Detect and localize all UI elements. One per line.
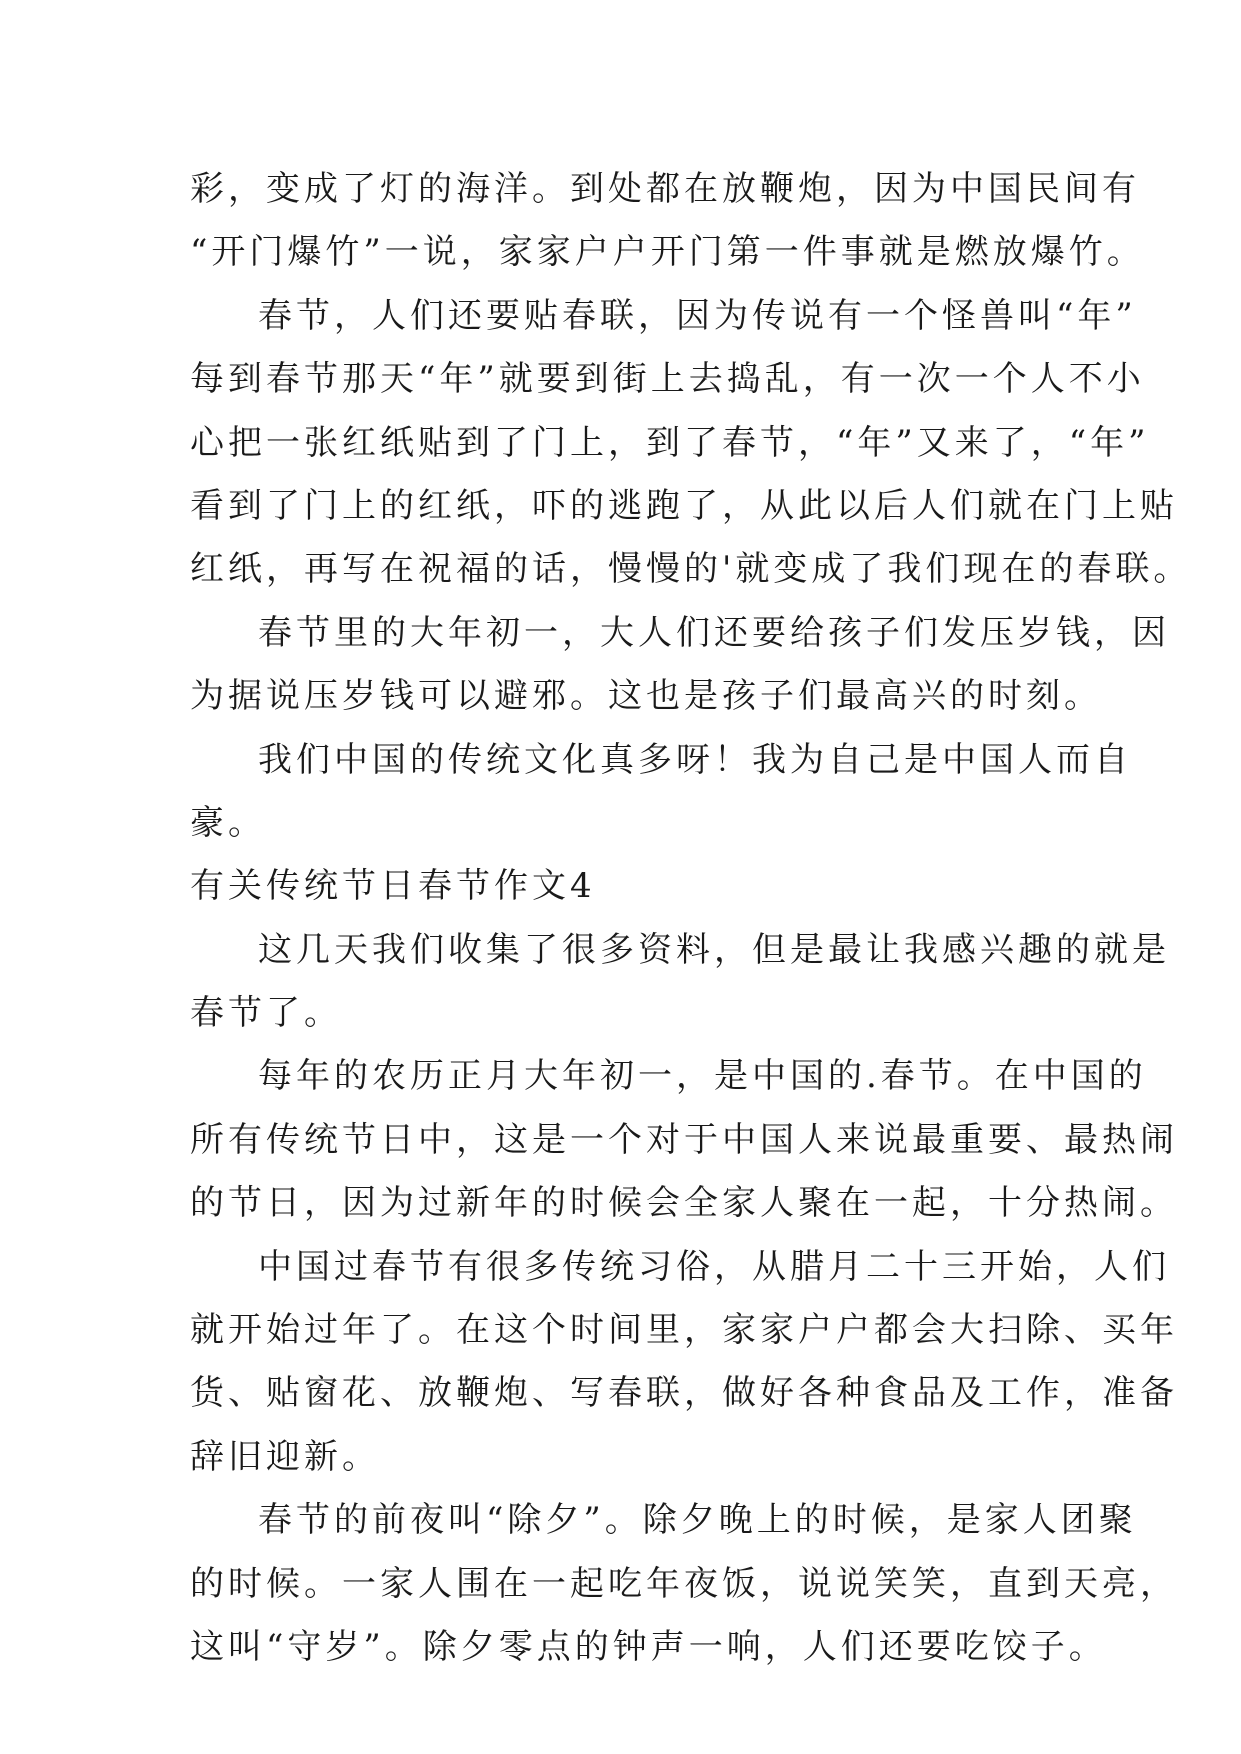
paragraph-start-line: 我们中国的传统文化真多呀！我为自己是中国人而自 <box>258 739 1132 780</box>
paragraph-start-line: 每年的农历正月大年初一，是中国的.春节。在中国的 <box>258 1056 1147 1097</box>
text-line: 为据说压岁钱可以避邪。这也是孩子们最高兴的时刻。 <box>190 676 1102 717</box>
paragraph-start-line: 这几天我们收集了很多资料，但是最让我感兴趣的就是 <box>258 929 1170 970</box>
text-line: 的节日，因为过新年的时候会全家人聚在一起，十分热闹。 <box>190 1183 1178 1224</box>
text-line: 春节了。 <box>190 993 342 1034</box>
text-line: 看到了门上的红纸，吓的逃跑了，从此以后人们就在门上贴 <box>190 485 1178 526</box>
paragraph-start-line: 春节的前夜叫“除夕”。除夕晚上的时候，是家人团聚 <box>258 1500 1137 1541</box>
essay-body <box>190 158 1192 1679</box>
text-line: 红纸，再写在祝福的话，慢慢的'就变成了我们现在的春联。 <box>190 549 1192 590</box>
paragraph-start-line: 春节里的大年初一，大人们还要给孩子们发压岁钱，因 <box>258 612 1170 653</box>
text-line: 的时候。一家人围在一起吃年夜饭，说说笑笑，直到天亮， <box>190 1563 1178 1604</box>
text-line: 心把一张红纸贴到了门上，到了春节，“年”又来了，“年” <box>190 422 1150 463</box>
section-heading: 有关传统节日春节作文4 <box>190 866 596 907</box>
text-line: 所有传统节日中，这是一个对于中国人来说最重要、最热闹 <box>190 1119 1178 1160</box>
text-line: 这叫“守岁”。除夕零点的钟声一响，人们还要吃饺子。 <box>190 1626 1107 1667</box>
text-line: 彩，变成了灯的海洋。到处都在放鞭炮，因为中国民间有 <box>190 169 1140 209</box>
text-line: 货、贴窗花、放鞭炮、写春联，做好各种食品及工作，准备 <box>190 1373 1178 1414</box>
paragraph-start-line: 中国过春节有很多传统习俗，从腊月二十三开始，人们 <box>258 1246 1170 1287</box>
text-line: 辞旧迎新。 <box>190 1436 380 1477</box>
text-line: “开门爆竹”一说，家家户户开门第一件事就是燃放爆竹。 <box>190 232 1145 273</box>
text-line: 豪。 <box>190 802 266 843</box>
text-line: 每到春节那天“年”就要到街上去捣乱，有一次一个人不小 <box>190 359 1145 400</box>
paragraph-start-line: 春节，人们还要贴春联，因为传说有一个怪兽叫“年” <box>258 295 1137 336</box>
text-line: 就开始过年了。在这个时间里，家家户户都会大扫除、买年 <box>190 1310 1178 1351</box>
